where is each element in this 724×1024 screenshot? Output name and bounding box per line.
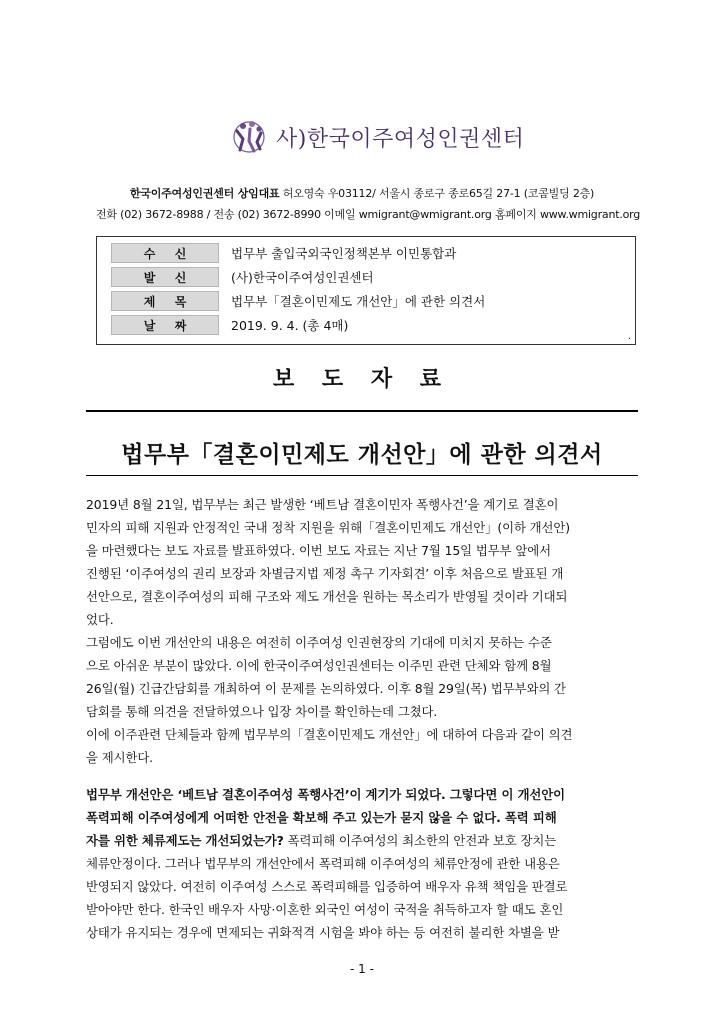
meta-label-char: 날	[143, 318, 156, 333]
paragraph-line-mixed	[86, 835, 638, 847]
paragraph-line: 담회를 통해 의견을 전달하였으나 입장 차이를 확인하는데 그쳤다.	[86, 704, 438, 719]
paragraph-line: 었다.	[86, 612, 114, 627]
bold-phrase: 자를 위한 체류제도는 개선되었는가?	[86, 833, 284, 848]
paragraph-line: 체류안정이다. 그러나 법무부의 개선안에서 폭력피해 이주여성의 체류안정에 관한 내용은	[86, 856, 560, 871]
meta-label-char: 수	[143, 246, 156, 261]
paragraph-line: 26일(월) 긴급간담회를 개최하여 이 문제를 논의하였다. 이후 8월 29일(목) 법무부와의 간	[86, 681, 566, 696]
meta-label	[111, 267, 219, 287]
org-logo-emblem-icon	[228, 117, 270, 157]
org-logo-text: 사)한국이주여성인권센터	[276, 126, 525, 152]
meta-label	[111, 291, 219, 311]
document-title: 법무부「결혼이민제도 개선안」에 관한 의견서	[121, 442, 603, 468]
paragraph-line-bold: 법무부 개선안은 ‘베트남 결혼이주여성 폭행사건’이 계기가 되었다. 그렇다면 이 개선안이	[86, 787, 566, 802]
regular-phrase: 폭력피해 이주여성의 최소한의 안전과 보호 장치는	[283, 833, 557, 848]
paragraph-line: 진행된 ‘이주여성의 권리 보장과 차별금지법 제정 촉구 기자회견’ 이후 처음으로 발표된 개	[86, 566, 564, 581]
meta-value: (사)한국이주여성인권센터	[231, 270, 374, 285]
meta-value: 법무부「결혼이민제도 개선안」에 관한 의견서	[231, 294, 486, 309]
paragraph-line: 2019년 8월 21일, 법무부는 최근 발생한 ‘베트남 결혼이민자 폭행사건’을 계기로 결혼이	[86, 497, 559, 512]
paragraph-line: 을 제시한다.	[86, 750, 154, 765]
meta-label	[111, 243, 219, 263]
meta-label-char: 짜	[174, 318, 187, 333]
meta-label-char: 목	[174, 294, 187, 309]
meta-value: 법무부 출입국외국인정책본부 이민통합과	[231, 246, 457, 261]
divider-top	[86, 410, 638, 412]
org-logo	[228, 117, 524, 157]
meta-row-subject	[111, 291, 485, 311]
meta-row-recipient	[111, 243, 456, 263]
document-meta-table	[96, 236, 636, 345]
press-release-label: 보 도 자 료	[273, 367, 451, 392]
contact-line-1	[0, 185, 724, 201]
meta-row-date	[111, 315, 348, 335]
divider-bottom	[86, 475, 638, 476]
meta-label-char: 신	[174, 270, 187, 285]
paragraph-line: 상태가 유지되는 경우에 면제되는 귀화적격 시험을 봐야 하는 등 여전히 불리한 차별을 받	[86, 925, 560, 940]
contact-line-2: 전화 (02) 3672-8988 / 전송 (02) 3672-8990 이메일 wmigrant@wmigrant.org 홈페이지 www.wmigrant.org	[96, 208, 641, 221]
contact-address: 허오영숙 우03112/ 서울시 종로구 종로65길 27-1 (코콤빌딩 2층)	[282, 187, 595, 200]
meta-label	[111, 315, 219, 335]
meta-label-char: 발	[143, 270, 156, 285]
meta-trailing-dot: .	[627, 331, 631, 342]
paragraph-line: 민자의 피해 지원과 안정적인 국내 정착 지원을 위해「결혼이민제도 개선안」(이하 개선안)	[86, 520, 571, 535]
paragraph-line: 받아야만 한다. 한국인 배우자 사망·이혼한 외국인 여성이 국적을 취득하고자 할 때도 혼인	[86, 902, 564, 917]
paragraph-line: 반영되지 않았다. 여전히 이주여성 스스로 폭력피해를 입증하여 배우자 유책 책임을 판결로	[86, 879, 568, 894]
page-number: - 1 -	[350, 962, 374, 976]
paragraph-line: 이에 이주관련 단체들과 함께 법무부의「결혼이민제도 개선안」에 대하여 다음과 같이 의견	[86, 727, 573, 742]
paragraph-line: 을 마련했다는 보도 자료를 발표하였다. 이번 보도 자료는 지난 7월 15일 법무부 앞에서	[86, 543, 551, 558]
meta-value: 2019. 9. 4. (총 4매)	[231, 318, 349, 333]
meta-row-sender	[111, 267, 374, 287]
paragraph-line: 으로 아쉬운 부분이 많았다. 이에 한국이주여성인권센터는 이주민 관련 단체와 함께 8월	[86, 658, 552, 673]
contact-org-name: 한국이주여성인권센터 상임대표	[129, 187, 280, 200]
paragraph-line-bold: 폭력피해 이주여성에게 어떠한 안전을 확보해 주고 있는가 묻지 않을 수 없다. 폭력 피해	[86, 810, 557, 825]
meta-label-char: 제	[143, 294, 156, 309]
paragraph-line: 그럼에도 이번 개선안의 내용은 여전히 이주여성 인권현장의 기대에 미치지 못하는 수준	[86, 635, 552, 650]
paragraph-line: 선안으로, 결혼이주여성의 피해 구조와 제도 개선을 원하는 목소리가 반영될 것이라 기대되	[86, 589, 568, 604]
meta-label-char: 신	[174, 246, 187, 261]
